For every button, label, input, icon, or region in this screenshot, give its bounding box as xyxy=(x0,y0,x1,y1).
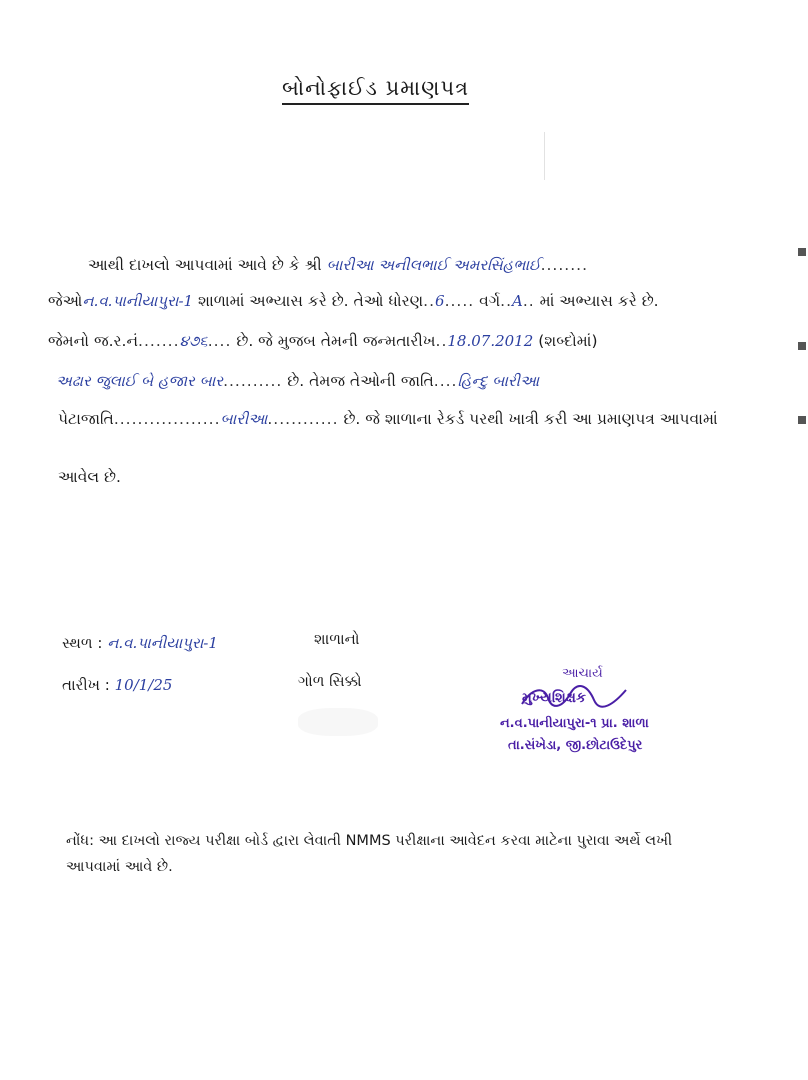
birth-date-words: અઢાર જુલાઈ બે હજાર બાર xyxy=(56,372,224,390)
body-line-4: અઢાર જુલાઈ બે હજાર બાર.......... છે. તેમજ તેઓની જાતિ....હિન્દુ બારીઆ xyxy=(56,372,540,390)
body-line-5: પેટાજાતિ..................બારીઆ............ છે. જે શાળાના રેકર્ડ પરથી ખાત્રી કરી આ પ્રમાણપત્ર આપવામાં xyxy=(58,410,718,428)
gr-number: ૪૭૬ xyxy=(179,332,208,350)
body-line-6: આવેલ છે. xyxy=(58,468,121,486)
school-seal-label: શાળાનો xyxy=(314,630,360,648)
birth-date: 18.07.2012 xyxy=(447,332,534,350)
standard-value: 6 xyxy=(435,292,445,310)
date-value: 10/1/25 xyxy=(114,676,173,694)
note-text: નોંધ: આ દાખલો રાજ્ય પરીક્ષા બોર્ડ દ્વારા લેવાતી NMMS પરીક્ષાના આવેદન કરવા માટેના પુરાવા અર્થે લખી આપવામાં આવે છે. xyxy=(66,833,673,875)
body-line-1: આથી દાખલો આપવામાં આવે છે કે શ્રી બારીઆ અનીલભાઈ અમરસિંહભાઈ........ xyxy=(88,256,588,274)
round-seal-label: ગોળ સિક્કો xyxy=(298,672,362,690)
paper-fold-mark xyxy=(544,132,545,180)
edge-mark xyxy=(798,248,806,256)
date-row: તારીખ : 10/1/25 xyxy=(62,676,173,694)
caste-value: હિન્દુ બારીઆ xyxy=(457,372,540,390)
stamp-school: ન.વ.પાનીયાપુરા-૧ પ્રા. શાળા xyxy=(500,716,649,731)
seal-smudge xyxy=(298,708,378,736)
edge-mark xyxy=(798,416,806,424)
stamp-place: તા.સંખેડા, જી.છોટાઉદેપુર xyxy=(508,738,643,753)
document-title: બોનોફાઈડ પ્રમાણપત્ર xyxy=(282,76,469,105)
subcaste-value: બારીઆ xyxy=(220,410,268,428)
principal-label: આચાર્ય xyxy=(562,666,603,681)
place-value: ન.વ.પાનીયાપુરા-1 xyxy=(107,634,218,652)
body-line-2: જેઓન.વ.પાનીયાપુરા-1 શાળામાં અભ્યાસ કરે છે. તેઓ ધોરણ..6..... વર્ગ..A.. માં અભ્યાસ કરે છે. xyxy=(48,292,659,310)
school-name: ન.વ.પાનીયાપુરા-1 xyxy=(82,292,194,310)
stamp-title: મુખ્યશિક્ષક xyxy=(522,690,586,706)
body-line-3: જેમનો જ.ર.નં.......૪૭૬.... છે. જે મુજબ તેમની જન્મતારીખ..18.07.2012 (શબ્દોમાં) xyxy=(48,332,598,350)
division-value: A xyxy=(512,292,523,310)
place-row: સ્થળ : ન.વ.પાનીયાપુરા-1 xyxy=(62,634,218,652)
student-name: બારીઆ અનીલભાઈ અમરસિંહભાઈ xyxy=(326,256,541,274)
edge-mark xyxy=(798,342,806,350)
